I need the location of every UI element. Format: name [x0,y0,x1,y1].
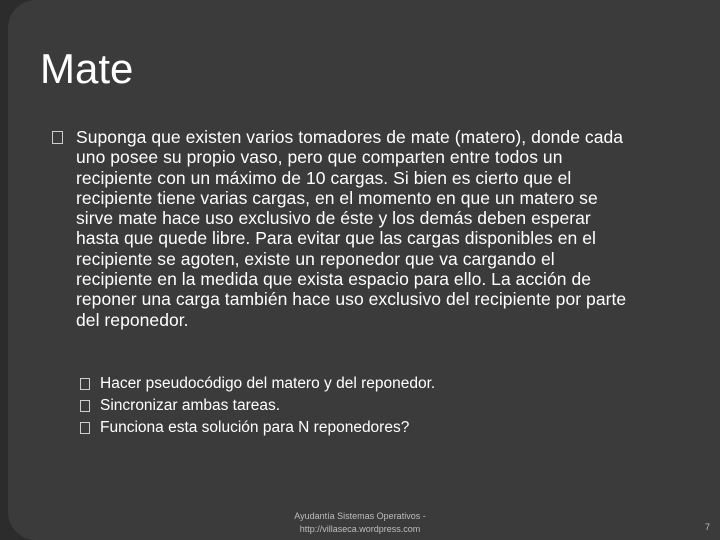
square-bullet-icon [80,422,90,434]
square-bullet-icon [80,400,90,412]
slide-title: Mate [40,45,134,92]
square-bullet-icon [80,378,90,390]
footer-course: Ayudantía Sistemas Operativos - [294,511,426,521]
sub-bullet-list [80,375,640,441]
sub-bullet-item [80,375,640,397]
main-bullet-text: Suponga que existen varios tomadores de mate (matero), donde cada uno posee su propio vaso, pero que comparten entre todos un recipiente con un máximo de 10 cargas. Si bien es cierto que el recipiente tiene varias cargas, en el momento en que un matero se sirve mate hace uso exclusivo de éste y los demás deben esperar hasta que quede libre. Para evitar que las cargas disponibles en el recipiente se agoten, existe un reponedor que va cargando el recipiente en la medida que exista espacio para ello. La acción de reponer una carga también hace uso exclusivo del recipiente por parte del reponedor. [76,127,627,330]
footer-url: http://villaseca.wordpress.com [299,524,421,534]
sub-bullet-text: Hacer pseudocódigo del matero y del reponedor. [100,375,436,392]
sub-bullet-text: Sincronizar ambas tareas. [100,397,281,414]
sub-bullet-item [80,397,640,419]
sub-bullet-item [80,419,640,441]
page-number: 7 [704,522,710,532]
square-bullet-icon [52,131,63,144]
sub-bullet-text: Funciona esta solución para N reponedores? [100,419,410,436]
slide-footer [260,510,460,536]
